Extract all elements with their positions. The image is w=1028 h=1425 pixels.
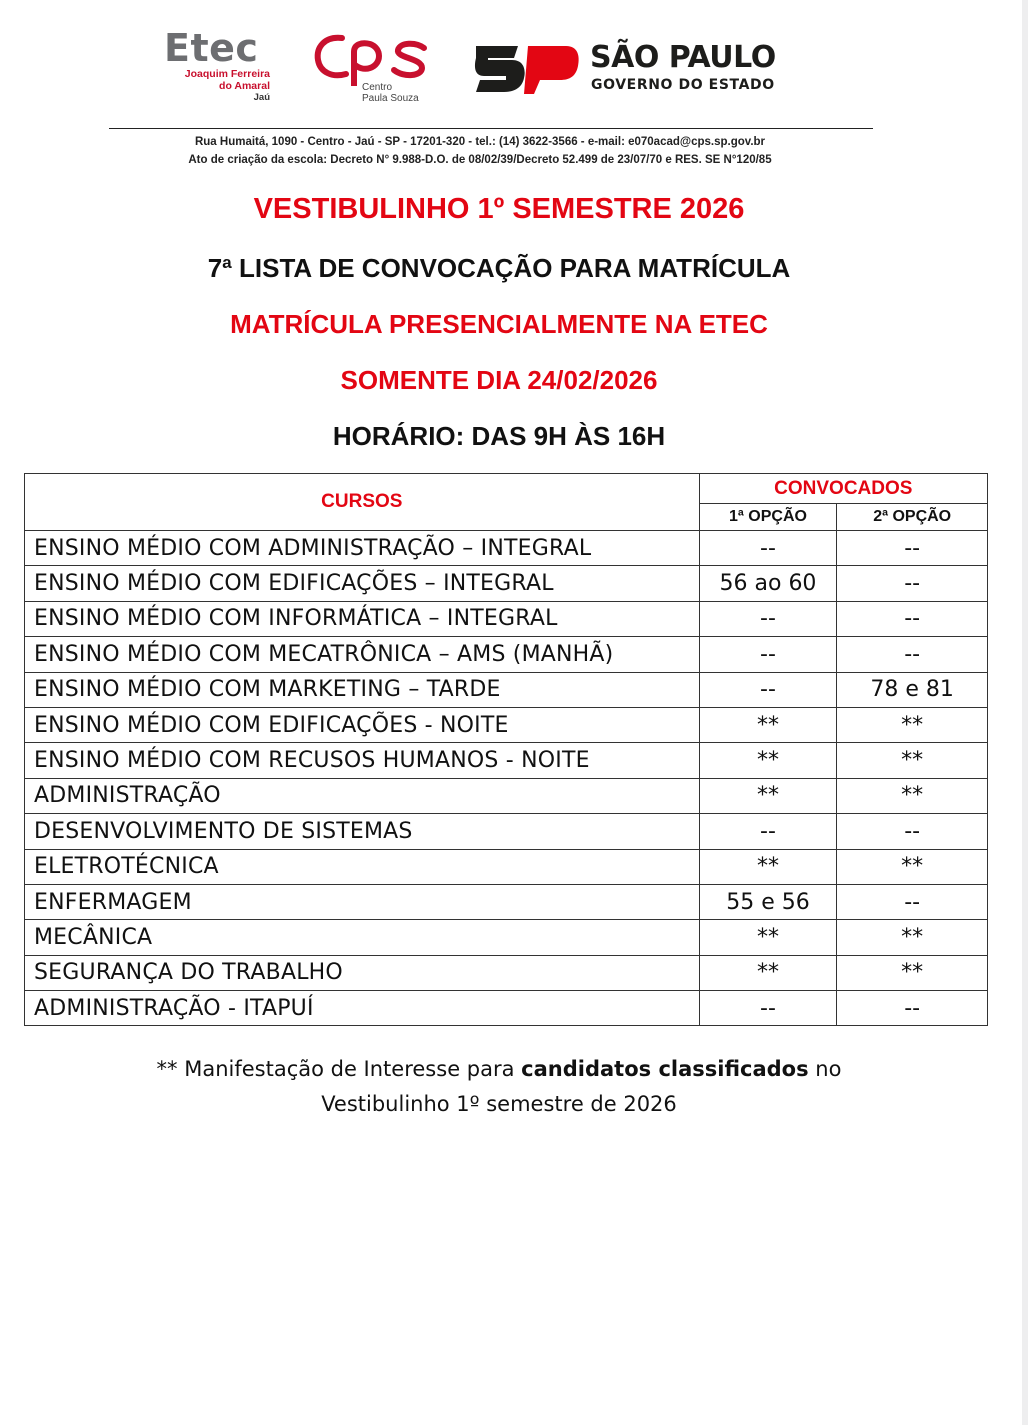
cps-logo-mark bbox=[312, 30, 432, 86]
course-cell: ENSINO MÉDIO COM MARKETING – TARDE bbox=[25, 672, 700, 707]
option-2-cell: 78 e 81 bbox=[837, 672, 988, 707]
option-1-cell: ** bbox=[699, 778, 837, 813]
enrollment-mode-heading: MATRÍCULA PRESENCIALMENTE NA ETEC bbox=[230, 309, 768, 339]
option-1-cell: -- bbox=[699, 531, 837, 566]
footnote-text-b: no bbox=[808, 1057, 842, 1081]
course-cell: SEGURANÇA DO TRABALHO bbox=[25, 955, 700, 990]
option-1-cell: ** bbox=[699, 920, 837, 955]
option-1-cell: 55 e 56 bbox=[699, 884, 837, 919]
course-cell: ADMINISTRAÇÃO - ITAPUÍ bbox=[25, 991, 700, 1026]
footnote-text-a: ** Manifestação de Interesse para bbox=[156, 1057, 522, 1081]
table-row bbox=[25, 672, 988, 707]
table-row bbox=[25, 707, 988, 742]
column-header-courses: CURSOS bbox=[25, 474, 700, 531]
option-2-cell: -- bbox=[837, 531, 988, 566]
footnote-bold-text: candidatos classificados bbox=[521, 1057, 809, 1081]
decree-line: Ato de criação da escola: Decreto N° 9.988-D.O. de 08/02/39/Decreto 52.499 de 23/07/70 e RES. SE N°120/85 bbox=[188, 154, 772, 166]
course-cell: ENSINO MÉDIO COM EDIFICAÇÕES - NOITE bbox=[25, 707, 700, 742]
option-1-cell: ** bbox=[699, 743, 837, 778]
option-2-cell: -- bbox=[837, 991, 988, 1026]
sp-emblem-icon bbox=[474, 40, 582, 96]
column-header-option-2: 2ª OPÇÃO bbox=[837, 504, 988, 531]
table-row bbox=[25, 884, 988, 919]
convocation-table bbox=[24, 473, 988, 1026]
option-2-cell: -- bbox=[837, 601, 988, 636]
course-cell: DESENVOLVIMENTO DE SISTEMAS bbox=[25, 814, 700, 849]
page-edge bbox=[1022, 0, 1028, 1425]
page-title: VESTIBULINHO 1º SEMESTRE 2026 bbox=[253, 193, 745, 225]
option-2-cell: ** bbox=[837, 743, 988, 778]
etec-logo-word: Etec bbox=[164, 26, 259, 70]
footnote-line-1 bbox=[0, 1057, 998, 1081]
table-row bbox=[25, 991, 988, 1026]
option-1-cell: ** bbox=[699, 849, 837, 884]
option-2-cell: -- bbox=[837, 814, 988, 849]
option-1-cell: -- bbox=[699, 637, 837, 672]
enrollment-hours-heading: HORÁRIO: DAS 9H ÀS 16H bbox=[332, 421, 666, 451]
cps-logo-line1: Centro bbox=[362, 82, 393, 93]
option-2-cell: ** bbox=[837, 707, 988, 742]
option-1-cell: ** bbox=[699, 955, 837, 990]
option-1-cell: ** bbox=[699, 707, 837, 742]
course-cell: MECÂNICA bbox=[25, 920, 700, 955]
table-row bbox=[25, 778, 988, 813]
course-cell: ELETROTÉCNICA bbox=[25, 849, 700, 884]
option-2-cell: ** bbox=[837, 849, 988, 884]
course-cell: ENSINO MÉDIO COM INFORMÁTICA – INTEGRAL bbox=[25, 601, 700, 636]
footnote-line-2: Vestibulinho 1º semestre de 2026 bbox=[321, 1092, 677, 1116]
table-row bbox=[25, 637, 988, 672]
option-1-cell: -- bbox=[699, 814, 837, 849]
option-2-cell: ** bbox=[837, 920, 988, 955]
table-row bbox=[25, 955, 988, 990]
cps-logo-line2: Paula Souza bbox=[362, 93, 419, 104]
address-line: Rua Humaitá, 1090 - Centro - Jaú - SP - 17201-320 - tel.: (14) 3622-3566 - e-mail: e070acad@cps.sp.gov.br bbox=[194, 136, 766, 148]
course-cell: ENSINO MÉDIO COM ADMINISTRAÇÃO – INTEGRAL bbox=[25, 531, 700, 566]
cps-logo-text bbox=[362, 82, 419, 104]
option-2-cell: -- bbox=[837, 637, 988, 672]
column-header-convocados: CONVOCADOS bbox=[699, 474, 987, 504]
etec-logo bbox=[164, 28, 276, 108]
option-2-cell: ** bbox=[837, 778, 988, 813]
option-2-cell: -- bbox=[837, 566, 988, 601]
course-cell: ENSINO MÉDIO COM EDIFICAÇÕES – INTEGRAL bbox=[25, 566, 700, 601]
column-header-option-1: 1ª OPÇÃO bbox=[699, 504, 837, 531]
etec-logo-line2: do Amaral bbox=[219, 80, 270, 92]
option-1-cell: -- bbox=[699, 601, 837, 636]
table-row bbox=[25, 920, 988, 955]
table-row bbox=[25, 566, 988, 601]
enrollment-date-heading: SOMENTE DIA 24/02/2026 bbox=[340, 365, 658, 395]
sp-government-logo bbox=[474, 40, 794, 96]
option-1-cell: 56 ao 60 bbox=[699, 566, 837, 601]
etec-logo-line1: Joaquim Ferreira bbox=[184, 68, 270, 80]
course-cell: ENSINO MÉDIO COM RECUSOS HUMANOS - NOITE bbox=[25, 743, 700, 778]
option-1-cell: -- bbox=[699, 672, 837, 707]
list-heading: 7ª LISTA DE CONVOCAÇÃO PARA MATRÍCULA bbox=[207, 253, 791, 283]
cps-logo bbox=[312, 30, 432, 106]
option-1-cell: -- bbox=[699, 991, 837, 1026]
course-cell: ENSINO MÉDIO COM MECATRÔNICA – AMS (MANHÃ) bbox=[25, 637, 700, 672]
table-row bbox=[25, 601, 988, 636]
etec-logo-city: Jaú bbox=[253, 92, 270, 103]
header-divider bbox=[109, 128, 873, 129]
course-cell: ADMINISTRAÇÃO bbox=[25, 778, 700, 813]
sp-logo-subtitle: GOVERNO DO ESTADO bbox=[591, 77, 775, 93]
table-row bbox=[25, 849, 988, 884]
course-cell: ENFERMAGEM bbox=[25, 884, 700, 919]
option-2-cell: ** bbox=[837, 955, 988, 990]
table-row bbox=[25, 743, 988, 778]
table-row bbox=[25, 531, 988, 566]
table-row bbox=[25, 814, 988, 849]
sp-logo-title: SÃO PAULO bbox=[590, 40, 776, 75]
option-2-cell: -- bbox=[837, 884, 988, 919]
